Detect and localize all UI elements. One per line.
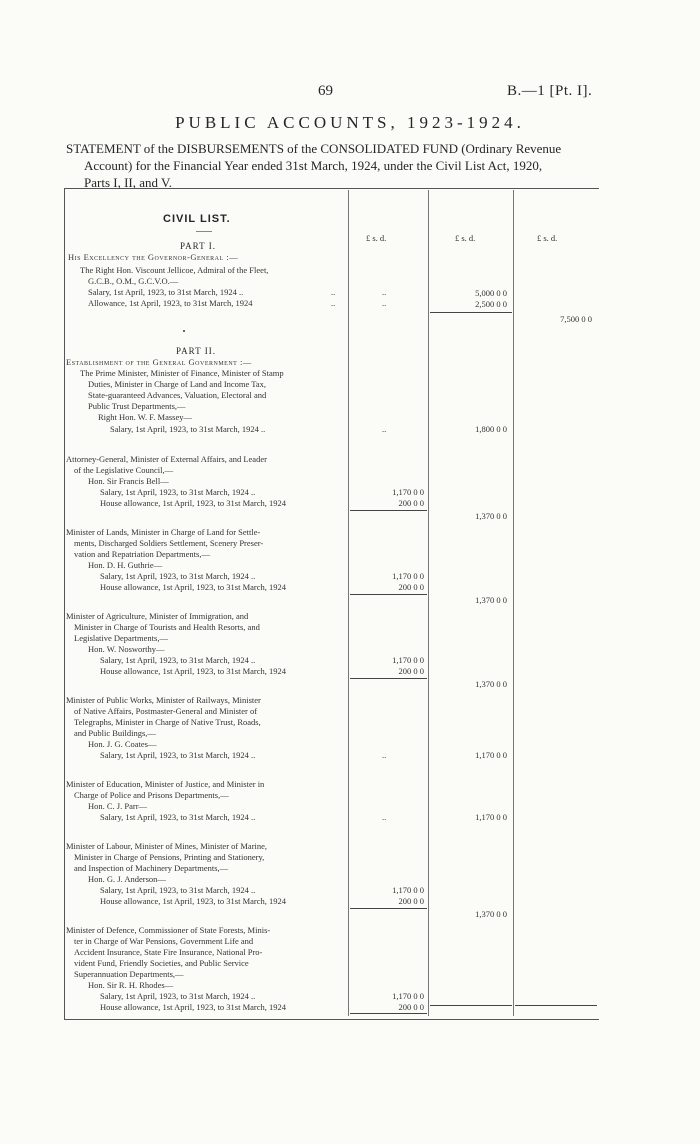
amount-col1: 1,170 0 0 — [392, 885, 424, 895]
entry-line: Accident Insurance, State Fire Insurance, National Pro- — [74, 947, 263, 957]
amount-col2: 1,370 0 0 — [475, 909, 507, 919]
statement-line: Account) for the Financial Year ended 31st March, 1924, under the Civil List Act, 1920, — [84, 158, 543, 173]
column-header: £ s. d. — [366, 233, 387, 243]
amount-col1: 1,170 0 0 — [392, 571, 424, 581]
amount-col1: 1,170 0 0 — [392, 487, 424, 497]
entry-line: Minister of Defence, Commissioner of State Forests, Minis- — [66, 925, 271, 935]
amount-col2: 1,370 0 0 — [475, 595, 507, 605]
leader-dots: .. — [331, 298, 336, 308]
column-header: £ s. d. — [455, 233, 476, 243]
subtotal-rule — [350, 908, 427, 909]
amount-col1: .. — [382, 424, 387, 434]
entry-line: Salary, 1st April, 1923, to 31st March, 1924 .. — [100, 750, 256, 760]
amount-col1: 200 0 0 — [398, 666, 424, 676]
entry-line: Salary, 1st April, 1923, to 31st March, 1924 .. — [100, 885, 256, 895]
amount-col2: 1,800 0 0 — [475, 424, 507, 434]
amount-col1: .. — [382, 287, 387, 297]
column-header: £ s. d. — [537, 233, 558, 243]
amount-col1: 1,170 0 0 — [392, 655, 424, 665]
amount-col1: 200 0 0 — [398, 498, 424, 508]
entry-line: Superannuation Departments,— — [74, 969, 184, 979]
entry-line: House allowance, 1st April, 1923, to 31st March, 1924 — [100, 498, 287, 508]
amount-col1: 200 0 0 — [398, 582, 424, 592]
entry-line: Right Hon. W. F. Massey— — [98, 412, 193, 422]
statement-line: Parts I, II, and V. — [84, 175, 172, 190]
entry-line: Minister of Education, Minister of Justice, and Minister in — [66, 779, 265, 789]
entry-line: Public Trust Departments,— — [88, 401, 186, 411]
entry-line: Minister in Charge of Pensions, Printing and Stationery, — [74, 852, 265, 862]
amount-col1: 200 0 0 — [398, 1002, 424, 1012]
entry-line: Salary, 1st April, 1923, to 31st March, 1924 .. — [100, 571, 256, 581]
entry-line: Minister of Agriculture, Minister of Immigration, and — [66, 611, 249, 621]
entry-line: Salary, 1st April, 1923, to 31st March, 1924 .. — [100, 991, 256, 1001]
entry-line: Salary, 1st April, 1923, to 31st March, 1924 .. — [110, 424, 266, 434]
entry-line: Hon. D. H. Guthrie— — [88, 560, 163, 570]
entry-line: Minister of Public Works, Minister of Railways, Minister — [66, 695, 261, 705]
amount-col2: 5,000 0 0 — [475, 288, 507, 298]
entry-line: The Right Hon. Viscount Jellicoe, Admiral of the Fleet, — [80, 265, 269, 275]
page-title: PUBLIC ACCOUNTS, 1923-1924. — [175, 113, 525, 132]
amount-col3: 7,500 0 0 — [560, 314, 592, 324]
page-number: 69 — [318, 83, 333, 99]
entry-line: ments, Discharged Soldiers Settlement, Scenery Preser- — [74, 538, 264, 548]
subtotal-rule — [350, 594, 427, 595]
total-rule — [515, 1005, 597, 1006]
entry-line: Hon. Sir R. H. Rhodes— — [88, 980, 174, 990]
entry-line: and Public Buildings,— — [74, 728, 156, 738]
entry-line: Duties, Minister in Charge of Land and Income Tax, — [88, 379, 267, 389]
entry-line: The Prime Minister, Minister of Finance, Minister of Stamp — [80, 368, 284, 378]
leader-dots: .. — [331, 287, 336, 297]
entry-line: Charge of Police and Prisons Departments,— — [74, 790, 229, 800]
entry-line: Salary, 1st April, 1923, to 31st March, 1924 .. — [88, 287, 244, 297]
amount-col1: 1,170 0 0 — [392, 991, 424, 1001]
entry-line: Salary, 1st April, 1923, to 31st March, 1924 .. — [100, 487, 256, 497]
entry-line: Allowance, 1st April, 1923, to 31st March, 1924 — [88, 298, 253, 308]
entry-line: and Inspection of Machinery Departments,— — [74, 863, 229, 873]
statement-line: STATEMENT of the DISBURSEMENTS of the CONSOLIDATED FUND (Ordinary Revenue — [66, 141, 562, 156]
amount-col1: 200 0 0 — [398, 896, 424, 906]
caption-rule — [196, 231, 212, 232]
entry-line: State-guaranteed Advances, Valuation, Electoral and — [88, 390, 267, 400]
amount-col1: .. — [382, 750, 387, 760]
amount-col2: 2,500 0 0 — [475, 299, 507, 309]
entry-line: vident Fund, Friendly Societies, and Public Service — [74, 958, 249, 968]
section-heading: Establishment of the General Government :— — [66, 357, 252, 367]
entry-line: House allowance, 1st April, 1923, to 31st March, 1924 — [100, 666, 287, 676]
entry-line: Hon. W. Nosworthy— — [88, 644, 165, 654]
entry-line: of the Legislative Council,— — [74, 465, 174, 475]
total-rule — [430, 1005, 512, 1006]
part-heading: PART II. — [176, 346, 216, 356]
statement-heading — [66, 140, 634, 191]
entry-line: Salary, 1st April, 1923, to 31st March, 1924 .. — [100, 655, 256, 665]
amount-col2: 1,170 0 0 — [475, 750, 507, 760]
entry-line: Minister in Charge of Tourists and Health Resorts, and — [74, 622, 260, 632]
entry-line: Hon. Sir Francis Bell— — [88, 476, 169, 486]
subtotal-rule — [350, 678, 427, 679]
entry-line: Salary, 1st April, 1923, to 31st March, 1924 .. — [100, 812, 256, 822]
entry-line: ter in Charge of War Pensions, Government Life and — [74, 936, 254, 946]
entry-line: Attorney-General, Minister of External Affairs, and Leader — [66, 454, 267, 464]
entry-line: House allowance, 1st April, 1923, to 31st March, 1924 — [100, 896, 287, 906]
subtotal-rule — [430, 312, 512, 313]
subtotal-rule — [350, 510, 427, 511]
entry-line: Hon. J. G. Coates— — [88, 739, 157, 749]
amount-col2: 1,370 0 0 — [475, 679, 507, 689]
document-reference: B.—1 [Pt. I]. — [507, 83, 593, 99]
entry-line: Hon. C. J. Parr— — [88, 801, 148, 811]
entry-line: House allowance, 1st April, 1923, to 31st March, 1924 — [100, 582, 287, 592]
subtotal-rule — [350, 1013, 427, 1014]
section-heading: His Excellency the Governor-General :— — [68, 252, 239, 262]
amount-col2: 1,370 0 0 — [475, 511, 507, 521]
part-heading: PART I. — [180, 241, 216, 251]
entry-line: of Native Affairs, Postmaster-General and Minister of — [74, 706, 258, 716]
entry-line: Minister of Lands, Minister in Charge of Land for Settle- — [66, 527, 261, 537]
speck — [183, 330, 185, 332]
entry-line: Minister of Labour, Minister of Mines, Minister of Marine, — [66, 841, 268, 851]
entry-line: Hon. G. J. Anderson— — [88, 874, 166, 884]
table-caption: CIVIL LIST. — [163, 213, 231, 225]
entry-line: vation and Repatriation Departments,— — [74, 549, 210, 559]
entry-line: Legislative Departments,— — [74, 633, 168, 643]
entry-line: G.C.B., O.M., G.C.V.O.— — [88, 276, 179, 286]
amount-col2: 1,170 0 0 — [475, 812, 507, 822]
entry-line: Telegraphs, Minister in Charge of Native Trust, Roads, — [74, 717, 261, 727]
amount-col1: .. — [382, 298, 387, 308]
entry-line: House allowance, 1st April, 1923, to 31st March, 1924 — [100, 1002, 287, 1012]
amount-col1: .. — [382, 812, 387, 822]
